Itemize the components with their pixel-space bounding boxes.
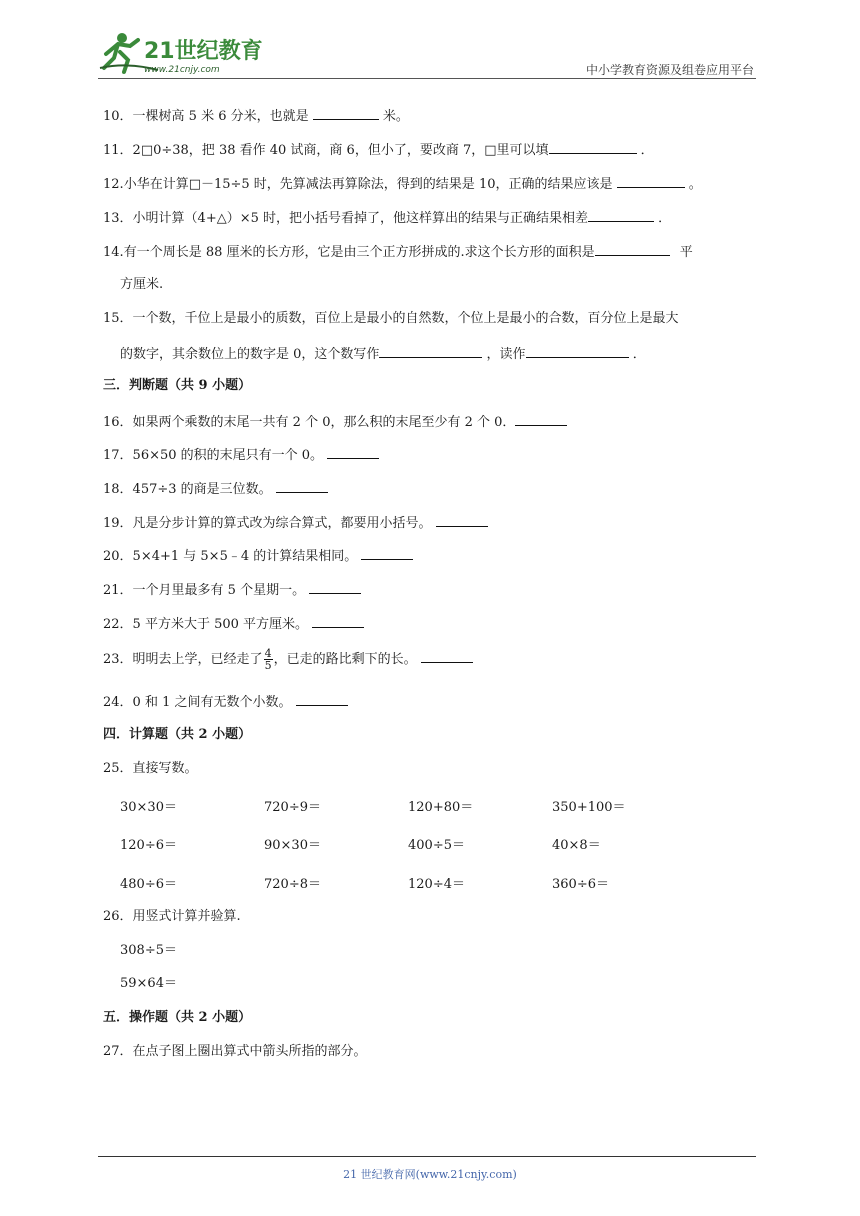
question-text-suffix: ． — [640, 143, 654, 158]
answer-blank[interactable] — [327, 445, 379, 459]
question-17 — [103, 445, 379, 465]
section-title-judge: 三．判断题（共 9 小题） — [103, 378, 252, 393]
section-title-operation: 五．操作题（共 2 小题） — [103, 1010, 252, 1025]
question-22 — [103, 614, 364, 634]
answer-blank[interactable] — [296, 692, 348, 706]
calc-item: 400÷5＝ — [408, 838, 465, 853]
question-text-suffix: ． — [658, 211, 672, 226]
question-number: 13． — [103, 211, 133, 226]
question-14-continued: 方厘米. — [120, 277, 164, 292]
calc-item: 40×8＝ — [552, 838, 601, 853]
question-25 — [103, 760, 198, 778]
calc-item: 120÷4＝ — [408, 877, 465, 892]
footer-link[interactable]: 21 世纪教育网(www.21cnjy.com) — [343, 1168, 517, 1181]
section-title-calc: 四．计算题（共 2 小题） — [103, 727, 252, 742]
fraction-numerator: 4 — [264, 647, 272, 660]
question-12 — [103, 174, 702, 194]
question-26 — [103, 908, 241, 926]
footer-divider — [98, 1156, 756, 1157]
calc-item: 350+100＝ — [552, 800, 626, 815]
question-text-suffix: 米。 — [382, 109, 409, 124]
question-19 — [103, 513, 488, 533]
question-number: 19． — [103, 516, 133, 531]
question-text: 凡是分步计算的算式改为综合算式，都要用小括号。 — [132, 516, 432, 531]
question-number: 23． — [103, 652, 133, 667]
question-number: 14. — [103, 245, 124, 260]
question-text: 56×50 的积的末尾只有一个 0。 — [132, 448, 324, 463]
question-15 — [103, 310, 679, 328]
answer-blank[interactable] — [515, 412, 567, 426]
question-27 — [103, 1043, 367, 1061]
header-platform-text: 中小学教育资源及组卷应用平台 — [585, 63, 754, 77]
calc-item: 120÷6＝ — [120, 838, 177, 853]
question-number: 16． — [103, 415, 133, 430]
question-16 — [103, 412, 567, 432]
answer-blank[interactable] — [309, 580, 361, 594]
question-number: 22． — [103, 617, 133, 632]
answer-blank[interactable] — [595, 242, 670, 256]
header-divider — [98, 78, 756, 79]
question-10 — [103, 106, 409, 126]
question-number: 11． — [103, 143, 133, 158]
fraction — [264, 648, 273, 671]
question-text: 明明去上学，已经走了 — [132, 652, 263, 667]
question-text: 一棵树高 5 米 6 分米，也就是 — [132, 109, 309, 124]
answer-blank[interactable] — [436, 513, 488, 527]
question-number: 27． — [103, 1044, 133, 1059]
answer-blank[interactable] — [421, 649, 473, 663]
question-text: 小华在计算□－15÷5 时，先算减法再算除法，得到的结果是 10，正确的结果应该是 — [123, 177, 613, 192]
question-number: 26． — [103, 909, 133, 924]
logo-url: www.21cnjy.com — [144, 65, 220, 75]
question-text: 457÷3 的商是三位数。 — [132, 482, 272, 497]
question-23 — [103, 646, 473, 674]
question-text: 在点子图上圈出算式中箭头所指的部分。 — [132, 1044, 367, 1059]
question-14 — [103, 242, 693, 262]
question-text: 5 平方米大于 500 平方厘米。 — [132, 617, 309, 632]
answer-blank[interactable] — [588, 208, 654, 222]
calc-item: 30×30＝ — [120, 800, 177, 815]
logo-text: 21世纪教育 — [144, 39, 263, 64]
fraction-denominator: 5 — [264, 659, 272, 672]
calc-item: 120+80＝ — [408, 800, 474, 815]
question-text: 的数字，其余数位上的数字是 0，这个数写作 — [120, 347, 380, 362]
site-logo — [98, 28, 268, 76]
answer-blank[interactable] — [617, 174, 685, 188]
question-18 — [103, 479, 328, 499]
question-number: 18． — [103, 482, 133, 497]
question-11 — [103, 140, 654, 160]
question-text-suffix: ． — [632, 347, 646, 362]
question-text-suffix: 平 — [679, 245, 693, 260]
question-number: 12. — [103, 177, 124, 192]
question-text: 如果两个乘数的末尾一共有 2 个 0，那么积的末尾至少有 2 个 0． — [132, 415, 516, 430]
question-number: 21． — [103, 583, 133, 598]
question-number: 20． — [103, 549, 133, 564]
page-header — [98, 28, 756, 78]
answer-blank[interactable] — [276, 479, 328, 493]
calc-item: 720÷9＝ — [264, 800, 321, 815]
question-13 — [103, 208, 671, 228]
question-21 — [103, 580, 361, 600]
question-text-suffix: 。 — [688, 177, 702, 192]
question-text: 有一个周长是 88 厘米的长方形，它是由三个正方形拼成的.求这个长方形的面积是 — [123, 245, 595, 260]
question-24 — [103, 692, 348, 712]
question-text: 2□0÷38，把 38 看作 40 试商，商 6，但小了，要改商 7，□里可以填 — [132, 143, 549, 158]
answer-blank[interactable] — [313, 106, 379, 120]
question-text: 一个数，千位上是最小的质数，百位上是最小的自然数，个位上是最小的合数，百分位上是最大 — [132, 311, 679, 326]
calc-item: 360÷6＝ — [552, 877, 609, 892]
question-text: 用竖式计算并验算. — [132, 909, 241, 924]
answer-blank[interactable] — [312, 614, 364, 628]
question-text: 5×4+1 与 5×5﹣4 的计算结果相同。 — [132, 549, 358, 564]
question-number: 15． — [103, 311, 133, 326]
question-text: 0 和 1 之间有无数个小数。 — [132, 695, 292, 710]
question-text: 小明计算（4+△）×5 时，把小括号看掉了，他这样算出的结果与正确结果相差 — [132, 211, 589, 226]
answer-blank[interactable] — [549, 140, 637, 154]
question-number: 24． — [103, 695, 133, 710]
question-20 — [103, 546, 413, 566]
question-text: ，读作 — [486, 347, 526, 362]
question-text: 直接写数。 — [132, 761, 198, 776]
vertical-calc-item: 308÷5＝ — [120, 943, 177, 958]
question-number: 17． — [103, 448, 133, 463]
calc-item: 480÷6＝ — [120, 877, 177, 892]
answer-blank-written[interactable] — [379, 344, 482, 358]
calc-item: 90×30＝ — [264, 838, 321, 853]
question-15-continued — [120, 344, 646, 364]
calc-item: 720÷8＝ — [264, 877, 321, 892]
question-text: 一个月里最多有 5 个星期一。 — [132, 583, 306, 598]
question-number: 25． — [103, 761, 133, 776]
answer-blank-read[interactable] — [526, 344, 629, 358]
answer-blank[interactable] — [361, 546, 413, 560]
question-number: 10． — [103, 109, 133, 124]
vertical-calc-item: 59×64＝ — [120, 976, 177, 991]
question-text-suffix: ，已走的路比剩下的长。 — [273, 652, 417, 667]
